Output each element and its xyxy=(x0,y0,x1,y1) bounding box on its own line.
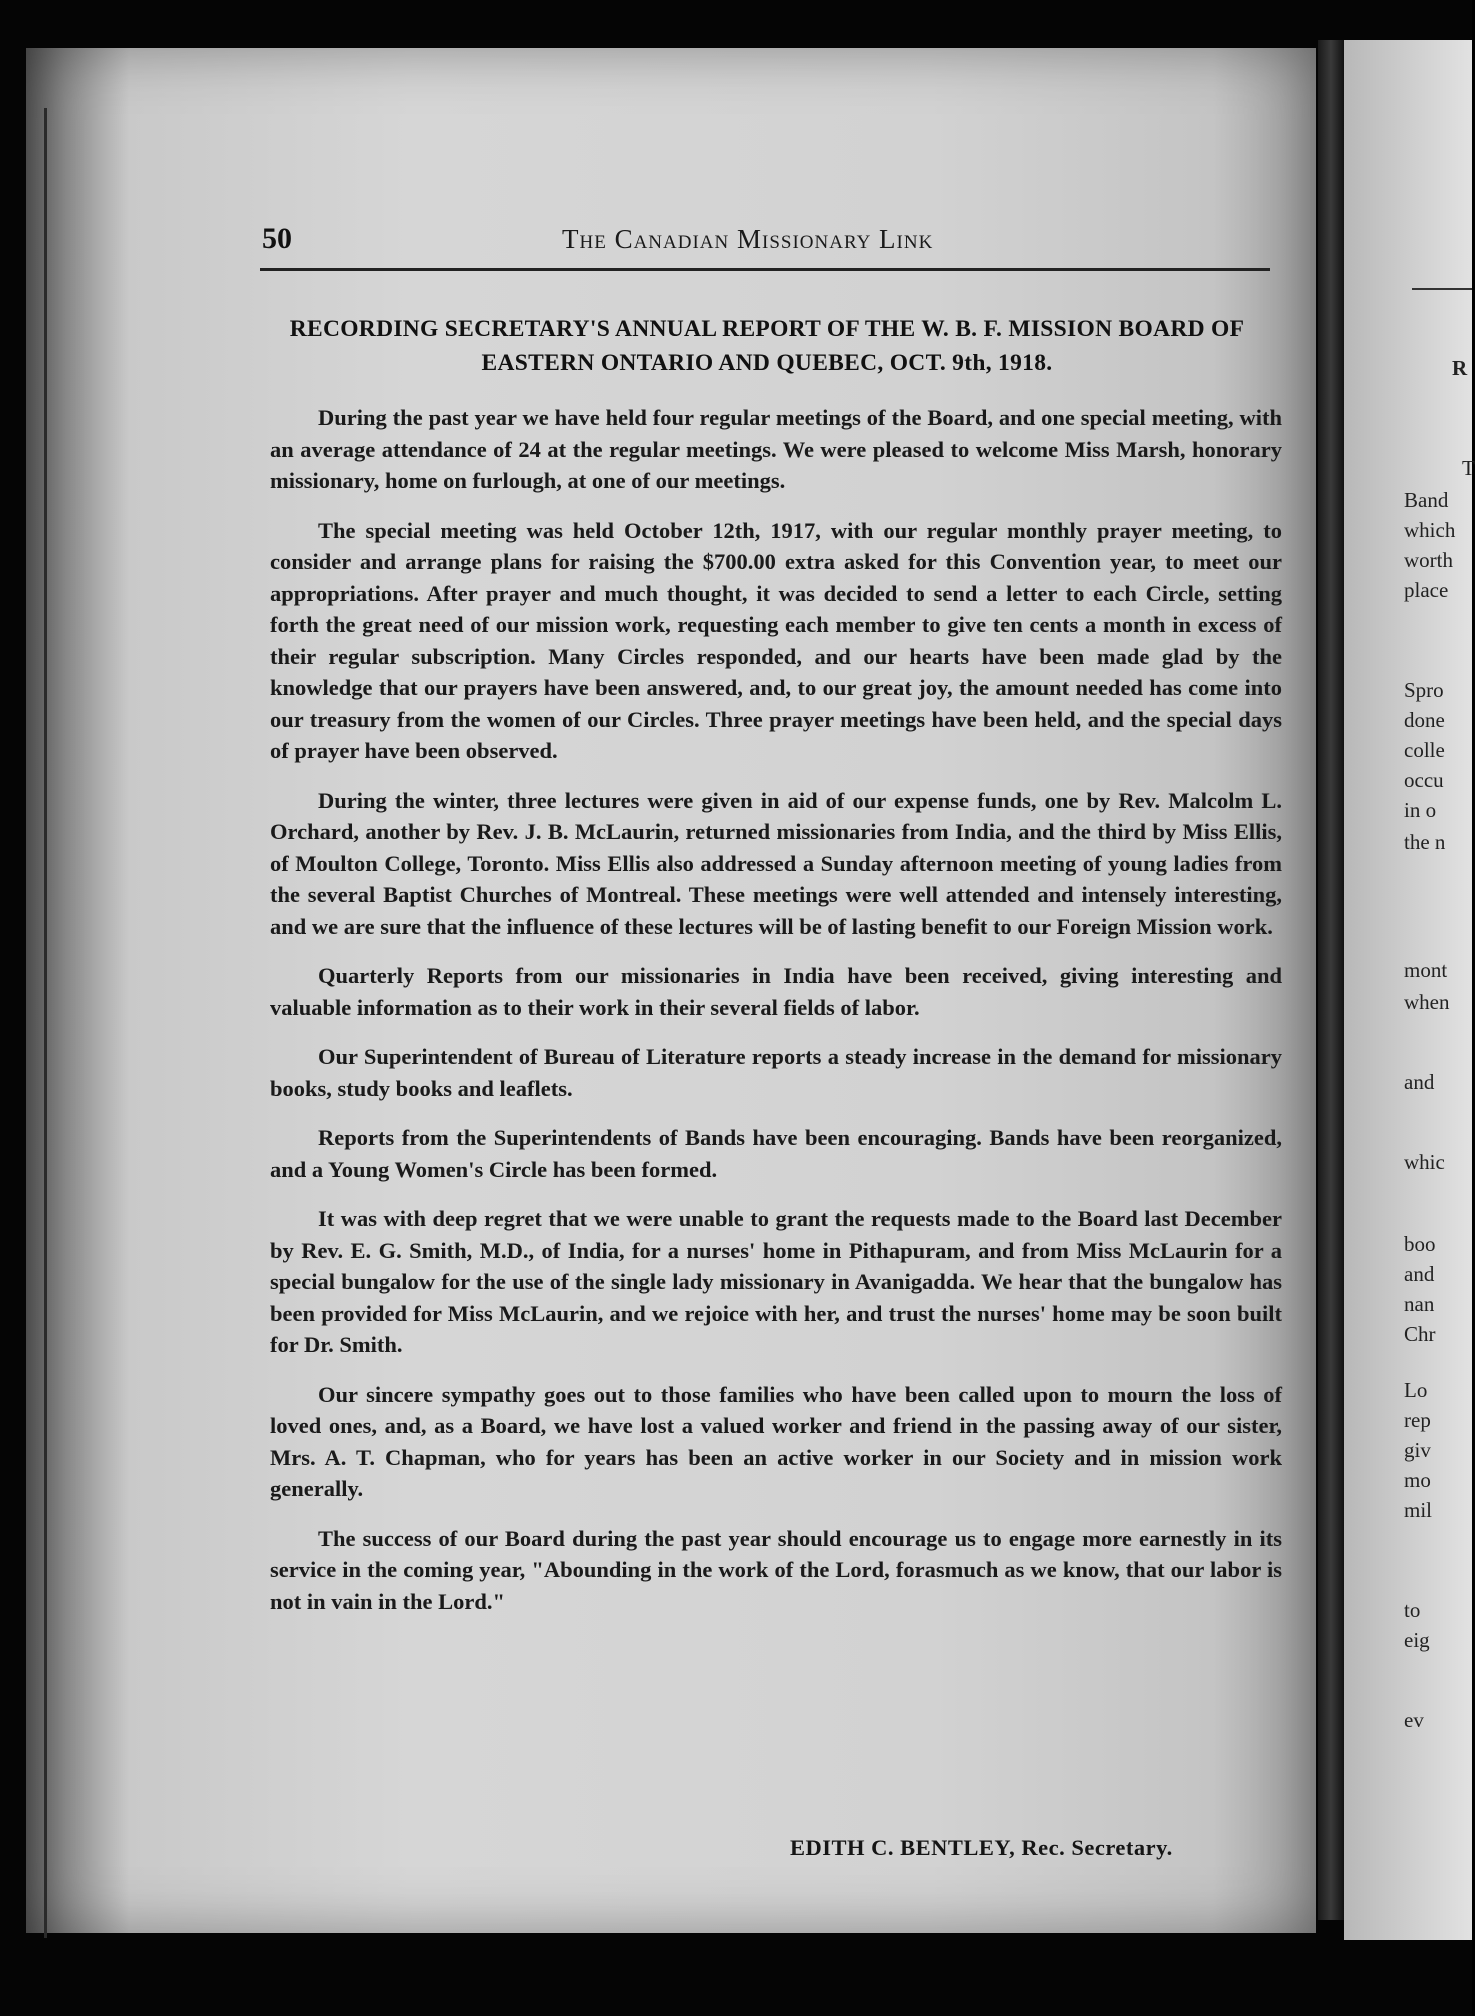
facing-fragment: in o xyxy=(1404,798,1437,822)
report-heading: RECORDING SECRETARY'S ANNUAL REPORT OF THE W. B. F. MISSION BOARD OF EASTERN ONTARIO AND QUEBEC, OCT. 9th, 1918. xyxy=(289,316,1245,376)
facing-fragment: eig xyxy=(1404,1628,1430,1652)
paragraph: During the past year we have held four regular meetings of the Board, and one special meeting, with an average attendance of 24 at the regular meetings. We were pleased to welcome Miss Marsh, honorary missionary, home on furlough, at one of our meetings. xyxy=(270,405,1282,493)
right-page-header-rule xyxy=(1412,288,1472,290)
header-rule xyxy=(260,268,1270,271)
paragraph: Quarterly Reports from our missionaries in India have been received, giving interesting and valuable information as to their work in their several fields of labor. xyxy=(270,963,1282,1020)
page-header xyxy=(262,222,1268,266)
facing-fragment: the n xyxy=(1404,830,1446,854)
facing-fragment: nan xyxy=(1404,1292,1435,1316)
paragraph: Our sincere sympathy goes out to those families who have been called upon to mourn the loss of loved ones, and, as a Board, we have lost a valued worker and friend in the passing away of our sister, Mrs. A. T. Chapman, who for years has been an active worker in our Society and in mission work generally. xyxy=(270,1381,1282,1501)
facing-fragment: place xyxy=(1404,578,1449,602)
paragraph: Reports from the Superintendents of Bands have been encouraging. Bands have been reorganized, and a Young Women's Circle has been formed. xyxy=(270,1125,1282,1182)
paragraph: The success of our Board during the past year should encourage us to engage more earnestly in its service in the coming year, "Abounding in the work of the Lord, forasmuch as we know, that our labor is not in vain in the Lord." xyxy=(270,1525,1282,1614)
facing-fragment: whic xyxy=(1404,1150,1445,1174)
facing-fragment: T xyxy=(1462,456,1475,480)
facing-fragment: mo xyxy=(1404,1468,1431,1492)
facing-fragment: worth xyxy=(1404,548,1453,572)
page-edge xyxy=(44,108,47,1938)
facing-fragment: ev xyxy=(1404,1708,1424,1732)
paragraph: Our Superintendent of Bureau of Literature reports a steady increase in the demand for missionary books, study books and leaflets. xyxy=(270,1044,1282,1101)
facing-fragment: giv xyxy=(1404,1438,1431,1462)
facing-fragment: colle xyxy=(1404,738,1445,762)
running-title: The Canadian Missionary Link xyxy=(562,224,934,254)
paragraph: It was with deep regret that we were unable to grant the requests made to the Board last December by Rev. E. G. Smith, M.D., of India, for a nurses' home in Pithapuram, and from Miss McLaurin for a special bungalow for the use of the single lady missionary in Avanigadda. We hear that the bungalow has been provided for Miss McLaurin, and we rejoice with her, and trust the nurses' home may be soon built for Dr. Smith. xyxy=(270,1206,1282,1357)
facing-fragment: when xyxy=(1404,990,1450,1014)
facing-fragment: done xyxy=(1404,708,1445,732)
paragraph: During the winter, three lectures were given in aid of our expense funds, one by Rev. Malcolm L. Orchard, another by Rev. J. B. McLaurin, returned missionaries from India, and the third by Miss Ellis, of Moulton College, Toronto. Miss Ellis also addressed a Sunday afternoon meeting of young ladies from the several Baptist Churches of Montreal. These meetings were well attended and intensely interesting, and we are sure that the influence of these lectures will be of lasting benefit to our Foreign Mission work. xyxy=(270,787,1282,939)
facing-fragment: mil xyxy=(1404,1498,1433,1522)
facing-fragment: which xyxy=(1404,518,1456,542)
facing-fragment: and xyxy=(1404,1262,1435,1286)
facing-fragment: Lo xyxy=(1404,1378,1428,1402)
page-number: 50 xyxy=(262,222,292,255)
facing-fragment: Spro xyxy=(1404,678,1444,702)
facing-fragment: rep xyxy=(1404,1408,1431,1432)
facing-fragment: mont xyxy=(1404,958,1448,982)
facing-fragment: and xyxy=(1404,1070,1435,1094)
facing-fragment: Band xyxy=(1404,488,1449,512)
facing-fragment: boo xyxy=(1404,1232,1436,1256)
facing-fragment: R xyxy=(1452,356,1468,380)
facing-fragment: Chr xyxy=(1404,1322,1436,1346)
signature: EDITH C. BENTLEY, Rec. Secretary. xyxy=(790,1835,1173,1860)
facing-fragment: to xyxy=(1404,1598,1421,1622)
report-body xyxy=(270,402,1282,1635)
book-spine xyxy=(1318,40,1344,1920)
facing-fragment: occu xyxy=(1404,768,1444,792)
paragraph: The special meeting was held October 12th, 1917, with our regular monthly prayer meeting, to consider and arrange plans for raising the $700.00 extra asked for this Convention year, to meet our appropriations. After prayer and much thought, it was decided to send a letter to each Circle, setting forth the great need of our mission work, requesting each member to give ten cents a month in excess of their regular subscription. Many Circles responded, and our hearts have been made glad by the knowledge that our prayers have been answered, and, to our great joy, the amount needed has come into our treasury from the women of our Circles. Three prayer meetings have been held, and the special days of prayer have been observed. xyxy=(270,517,1282,763)
